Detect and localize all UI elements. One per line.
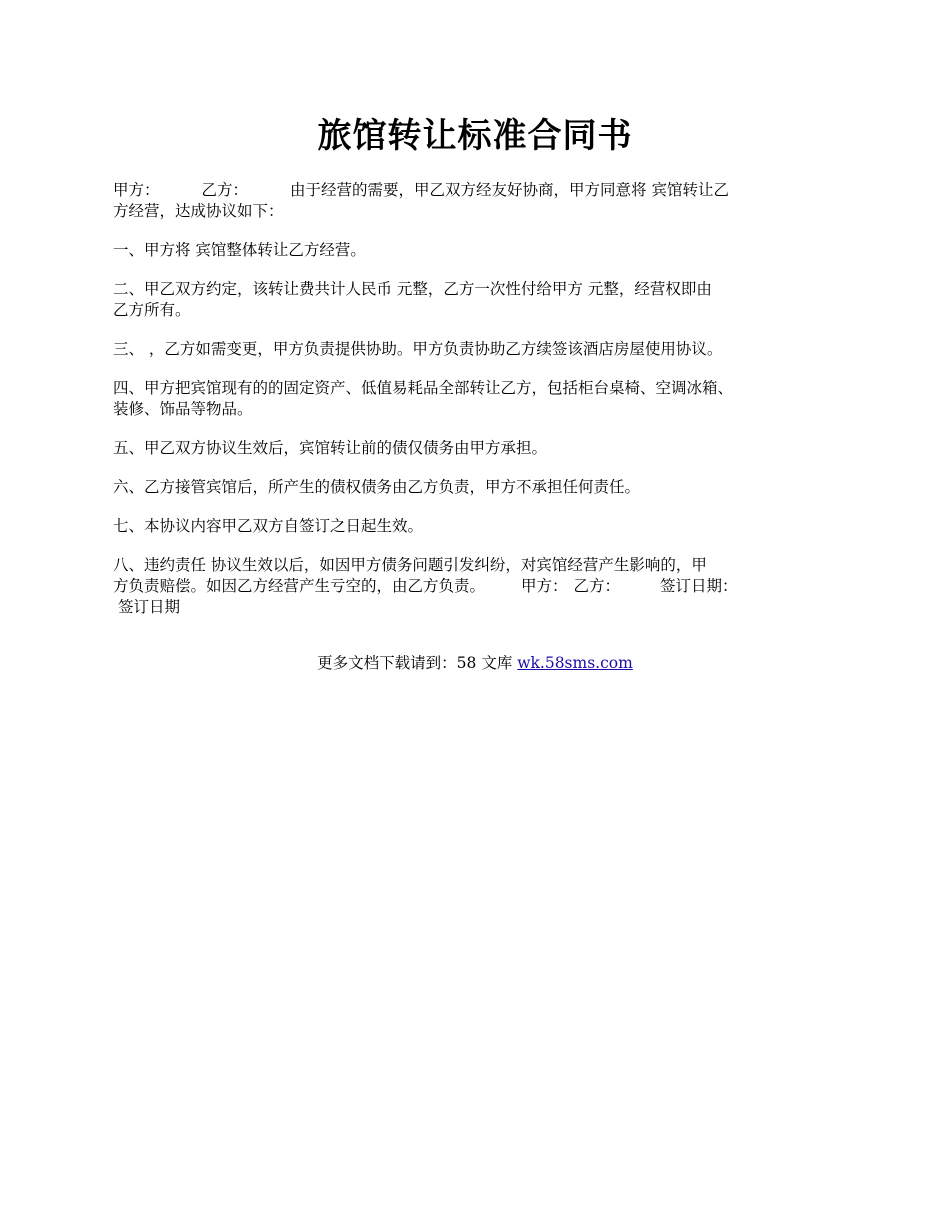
clause-2 <box>113 279 858 321</box>
intro-paragraph <box>113 180 858 222</box>
clause-3 <box>113 339 858 360</box>
document-title: 旅馆转让标准合同书 <box>317 116 633 156</box>
sign-party-b-label: 乙方： <box>573 577 621 595</box>
clause-1-text: 一、甲方将 宾馆整体转让乙方经营。 <box>113 241 366 259</box>
footer-prefix: 更多文档下载请到：58 文库 <box>317 654 518 672</box>
clause-3-text: 三、 ，乙方如需变更，甲方负责提供协助。甲方负责协助乙方续签该酒店房屋使用协议。 <box>113 340 723 358</box>
footer-link[interactable]: wk.58sms.com <box>517 654 633 672</box>
document-body <box>113 180 858 636</box>
clause-8-line-1: 八、违约责任 协议生效以后，如因甲方债务问题引发纠纷，对宾馆经营产生影响的，甲 <box>113 556 707 574</box>
clause-6-text: 六、乙方接管宾馆后，所产生的债权债务由乙方负责，甲方不承担任何责任。 <box>113 478 641 496</box>
clause-7-text: 七、本协议内容甲乙双方自签订之日起生效。 <box>113 517 424 535</box>
party-b-label: 乙方： <box>201 181 249 199</box>
intro-line-2: 方经营，达成协议如下： <box>113 202 284 220</box>
clause-4 <box>113 378 858 420</box>
clause-5 <box>113 438 858 459</box>
sign-date-label-2: 签订日期 <box>117 598 180 616</box>
footer-note <box>0 652 950 674</box>
clause-2-line-2: 乙方所有。 <box>113 301 191 319</box>
clause-7 <box>113 516 858 537</box>
intro-line-1 <box>113 180 858 201</box>
clause-6 <box>113 477 858 498</box>
clause-5-text: 五、甲乙双方协议生效后，宾馆转让前的债仅债务由甲方承担。 <box>113 439 548 457</box>
sign-party-a-label: 甲方： <box>521 577 568 595</box>
clause-8-line-2 <box>113 576 858 597</box>
clause-4-line-2: 装修、饰品等物品。 <box>113 400 253 418</box>
sign-date-label: 签订日期： <box>660 577 738 595</box>
clause-4-line-1: 四、甲方把宾馆现有的的固定资产、低值易耗品全部转让乙方，包括柜台桌椅、空调冰箱、 <box>113 379 734 397</box>
clause-8-text: 方负责赔偿。如因乙方经营产生亏空的，由乙方负责。 <box>113 577 486 595</box>
clause-2-line-1: 二、甲乙双方约定，该转让费共计人民币 元整，乙方一次性付给甲方 元整，经营权即由 <box>113 280 712 298</box>
party-a-label: 甲方： <box>113 181 160 199</box>
clause-1 <box>113 240 858 261</box>
clause-8-line-3 <box>113 597 858 618</box>
intro-text: 由于经营的需要，甲乙双方经友好协商，甲方同意将 宾馆转让乙 <box>290 181 729 199</box>
clause-8 <box>113 555 858 618</box>
